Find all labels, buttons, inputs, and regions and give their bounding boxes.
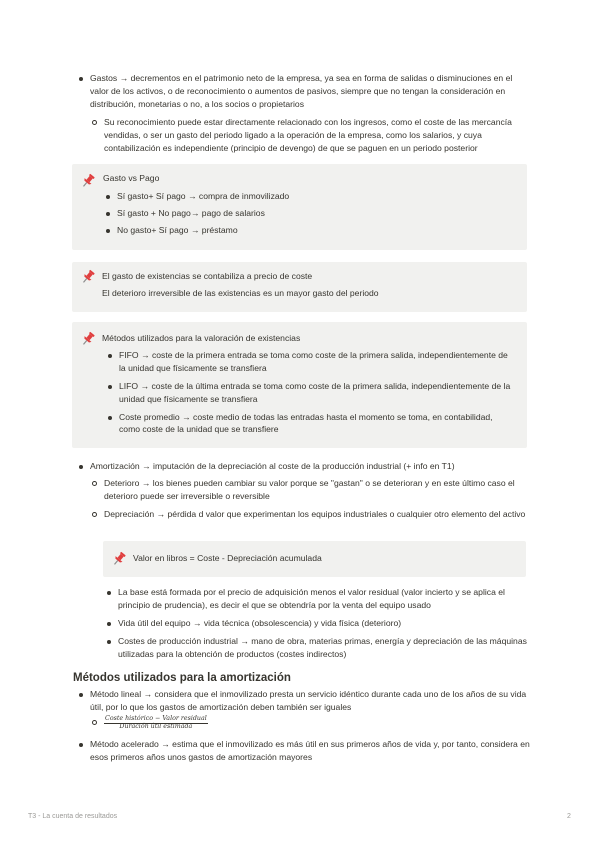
pushpin-icon (80, 331, 96, 347)
amortization-formula: $\frac{\text{Coste histórico − Valor residual}}{\text{Duración útil estimada}}$ (105, 715, 207, 730)
list-item (90, 116, 530, 155)
callout-gasto-vs-pago (72, 164, 527, 250)
pushpin-icon (111, 551, 127, 567)
list-item: Amortización → imputación de la depreciación al coste de la producción industrial (+ info en T1) (76, 460, 530, 473)
callout-text: Valor en libros = Coste - Depreciación acumulada (133, 553, 322, 563)
list-item: Vida útil del equipo → vida técnica (obsolescencia) y vida física (deterioro) (104, 617, 530, 630)
list-item: FIFO → coste de la primera entrada se toma como coste de la primera salida, independientemente de la unidad que físicamente se transfiera (105, 349, 515, 375)
list-item (76, 72, 530, 111)
callout-title: Gasto vs Pago (103, 173, 160, 183)
list-item: LIFO → coste de la última entrada se toma como coste de la primera salida, independientemente de la unidad que físicamente se transfiera (105, 380, 515, 406)
callout-valor-libros (103, 541, 526, 577)
list-item: Costes de producción industrial → mano de obra, materias primas, energía y depreciación de las máquinas utilizadas para la obtención de productos (costes indirectos) (104, 635, 530, 661)
list-item: Método lineal → considera que el inmovilizado presta un servicio idéntico durante cada uno de los años de su vida útil, por lo que los gastos de amortización deben también ser iguales (76, 688, 530, 714)
callout-existencias (72, 262, 527, 312)
list-item: La base está formada por el precio de adquisición menos el valor residual (valor incierto y se aplica el principio de prudencia), es decir el que se obtendría por la venta del equipo usado (104, 586, 530, 612)
gastos-text: Gastos → decrementos en el patrimonio neto de la empresa, ya sea en forma de salidas o disminuciones en el valor de los activos, o de reconocimiento o aumentos de pasivos, siempre que no tengan la consideración en distribución, monetarias o no, a los socios o propietarios (90, 73, 513, 109)
callout-title: Métodos utilizados para la valoración de existencias (102, 333, 301, 343)
page-number: 2 (567, 813, 571, 820)
list-item: Sí gasto+ Sí pago → compra de inmovilizado (103, 190, 503, 203)
callout-valoracion-existencias (72, 322, 527, 448)
callout-line: El gasto de existencias se contabiliza a precio de coste (102, 271, 313, 281)
section-heading: Métodos utilizados para la amortización (73, 672, 291, 684)
list-item: No gasto+ Sí pago → préstamo (103, 224, 503, 237)
list-item: Depreciación → pérdida d valor que experimentan los equipos industriales o cualquier otro elemento del activo (90, 508, 530, 521)
list-item: Método acelerado → estima que el inmovilizado es más útil en sus primeros años de vida y, por tanto, considera en esos primeros años unos gastos de amortización mayores (76, 738, 530, 764)
callout-line: El deterioro irreversible de las existencias es un mayor gasto del periodo (102, 287, 379, 298)
list-item: Deterioro → los bienes pueden cambiar su valor porque se "gastan" o se deterioran y en este último caso el deterioro puede ser irreversible o reversible (90, 477, 530, 503)
list-item (90, 716, 390, 731)
list-item: Sí gasto + No pago→ pago de salarios (103, 207, 503, 220)
gastos-sub-text: Su reconocimiento puede estar directamente relacionado con los ingresos, como el coste de las mercancía vendidas, o ser un gasto del periodo ligado a la operación de la empresa, como los salarios, y cuya contabilización es independiente (principio de devengo) de que se paguen en un periodo posterior (104, 117, 512, 153)
list-item: Coste promedio → coste medio de todas las entradas hasta el momento se toma, en contabilidad, como coste de la unidad que se transfiere (105, 411, 515, 437)
pushpin-icon (80, 173, 96, 189)
footer-title: T3 - La cuenta de resultados (28, 813, 118, 820)
pushpin-icon (80, 269, 96, 285)
